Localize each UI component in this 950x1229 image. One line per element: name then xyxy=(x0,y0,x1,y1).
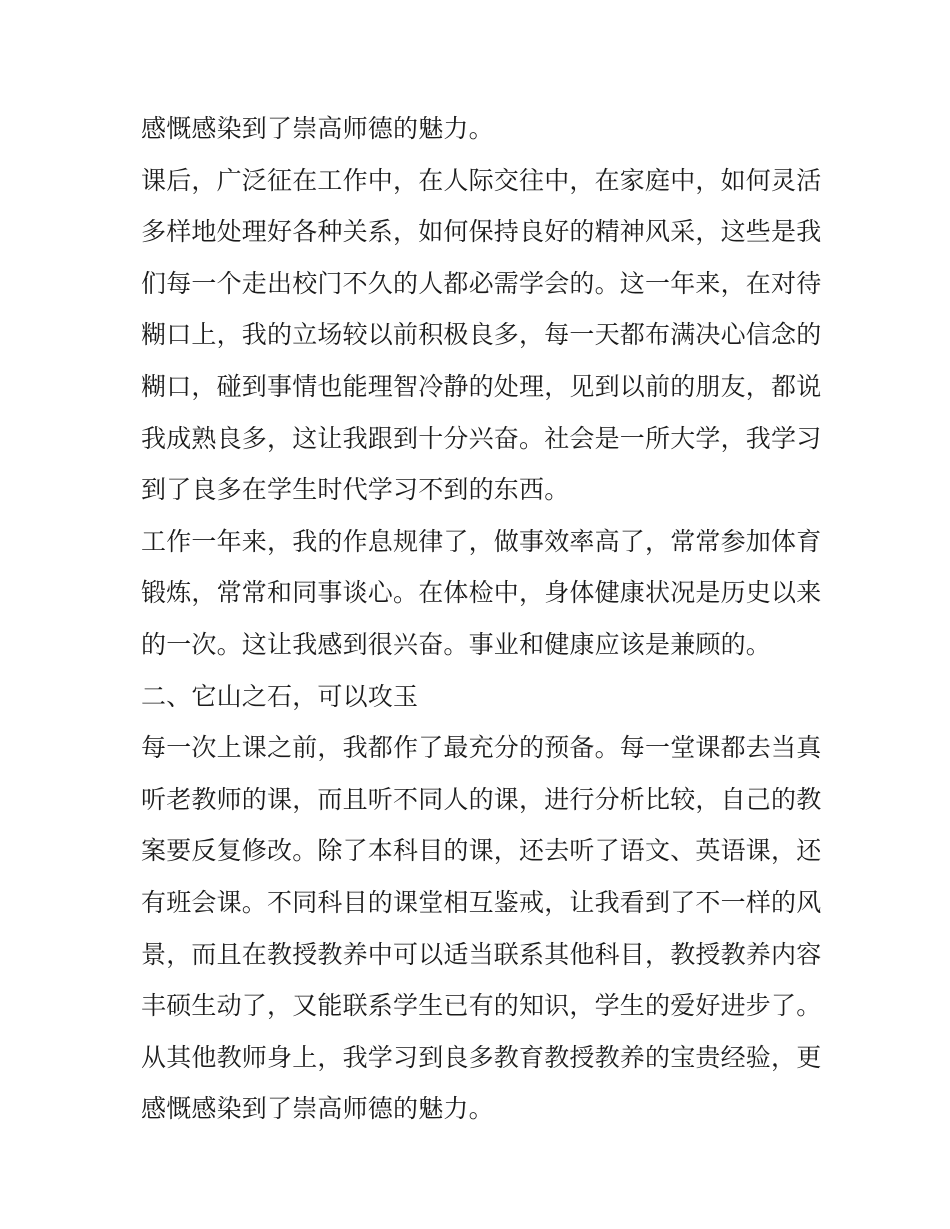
text-line: 景，而且在教授教养中可以适当联系其他科目，教授教养内容 xyxy=(141,939,822,969)
text-line: 从其他教师身上，我学习到良多教育教授教养的宝贵经验，更 xyxy=(141,1042,822,1072)
text-line: 到了良多在学生时代学习不到的东西。 xyxy=(141,475,570,505)
text-line: 感慨感染到了崇高师德的魅力。 xyxy=(141,1094,494,1124)
section-heading: 二、它山之石，可以攻玉 xyxy=(141,681,419,711)
text-line: 糊口上，我的立场较以前积极良多，每一天都布满决心信念的 xyxy=(141,320,822,350)
document-body xyxy=(141,103,821,1135)
text-line: 每一次上课之前，我都作了最充分的预备。每一堂课都去当真 xyxy=(141,733,822,763)
text-line: 案要反复修改。除了本科目的课，还去听了语文、英语课，还 xyxy=(141,836,822,866)
text-line: 糊口，碰到事情也能理智冷静的处理，见到以前的朋友，都说 xyxy=(141,371,822,401)
text-line: 我成熟良多，这让我跟到十分兴奋。社会是一所大学，我学习 xyxy=(141,423,822,453)
text-line: 课后，广泛征在工作中，在人际交往中，在家庭中，如何灵活 xyxy=(141,165,822,195)
text-line: 工作一年来，我的作息规律了，做事效率高了，常常参加体育 xyxy=(141,526,822,556)
text-line: 的一次。这让我感到很兴奋。事业和健康应该是兼顾的。 xyxy=(141,629,772,659)
text-line: 有班会课。不同科目的课堂相互鉴戒，让我看到了不一样的风 xyxy=(141,887,822,917)
text-line: 们每一个走出校门不久的人都必需学会的。这一年来，在对待 xyxy=(141,268,822,298)
text-line: 感慨感染到了崇高师德的魅力。 xyxy=(141,114,494,143)
text-line: 锻炼，常常和同事谈心。在体检中，身体健康状况是历史以来 xyxy=(141,578,822,608)
text-line: 丰硕生动了，又能联系学生已有的知识，学生的爱好进步了。 xyxy=(141,991,822,1021)
text-line: 听老教师的课，而且听不同人的课，进行分析比较，自己的教 xyxy=(141,784,822,814)
text-line: 多样地处理好各种关系，如何保持良好的精神风采，这些是我 xyxy=(141,217,822,247)
